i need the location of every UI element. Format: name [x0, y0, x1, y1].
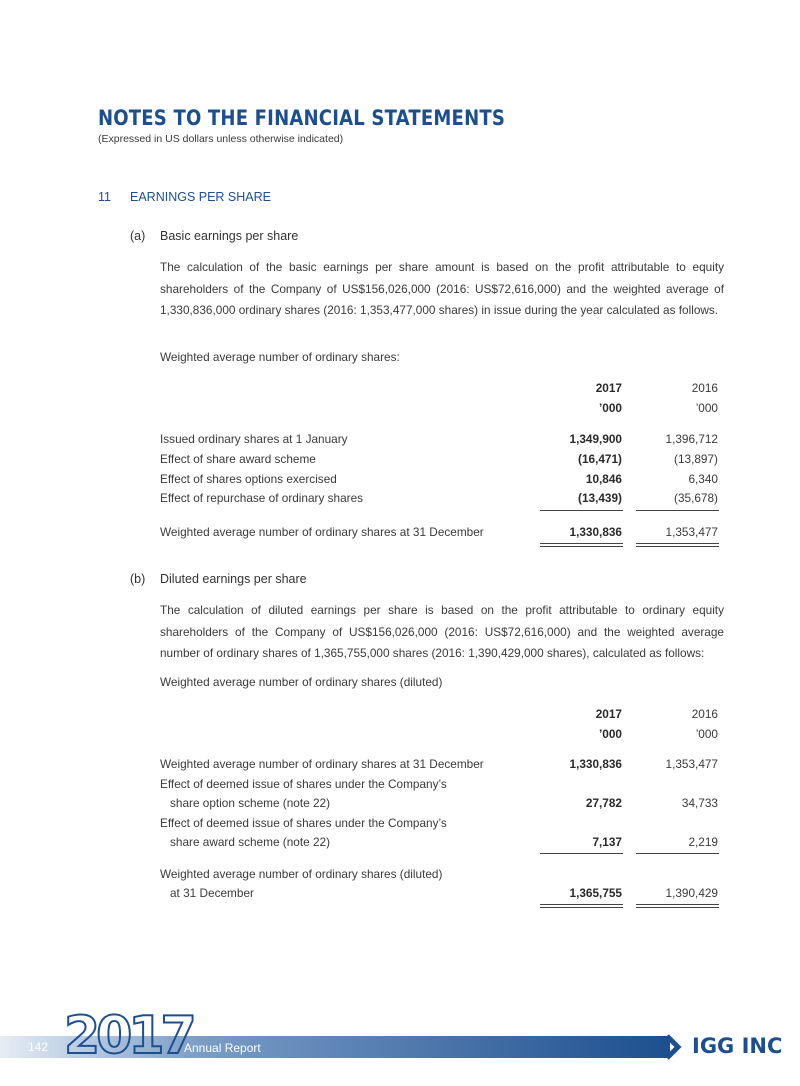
row-label: Effect of deemed issue of shares under the Company’s	[160, 777, 447, 791]
row-label: Effect of repurchase of ordinary shares	[160, 491, 364, 505]
row-label: Effect of shares options exercised	[160, 472, 337, 486]
total-label: at 31 December	[170, 886, 254, 900]
row-value-2017: 1,349,900	[569, 432, 622, 446]
row-value-2017: (13,439)	[578, 491, 622, 505]
table-total-row	[160, 525, 724, 543]
footer-annual-report: Annual Report	[184, 1041, 261, 1055]
total-label-line1: Weighted average number of ordinary shares (diluted)	[160, 867, 443, 881]
section-b-paragraph: The calculation of diluted earnings per share is based on the profit attributable to ordinary equity shareholders of the Company of US$156,026,000 (2016: US$72,616,000) and the weighted average number of ordinary shares of 1,365,755,000 shares (2016: 1,390,429,000 shares), calculated as follows:	[160, 603, 724, 660]
table-row	[160, 796, 724, 814]
table-total-row	[160, 886, 724, 904]
row-label: share award scheme (note 22)	[170, 835, 330, 849]
total-value-2016: 1,390,429	[665, 886, 718, 900]
row-value-2016: 2,219	[688, 835, 718, 849]
row-value-2017: (16,471)	[578, 452, 622, 466]
section-b-title: Diluted earnings per share	[160, 572, 307, 586]
row-label: Effect of share award scheme	[160, 452, 316, 466]
footer-year: 2017	[64, 1006, 193, 1066]
table-row	[160, 777, 724, 795]
table-b-col-2016: 2016	[691, 707, 718, 721]
table-b-unit-2017: ’000	[599, 727, 622, 741]
page-number: 142	[28, 1040, 49, 1054]
row-value-2016: 6,340	[688, 472, 718, 486]
table-row	[160, 757, 724, 775]
section-a-label: (a)	[130, 229, 146, 243]
section-a-title: Basic earnings per share	[160, 229, 299, 243]
row-label: Effect of deemed issue of shares under the Company’s	[160, 816, 447, 830]
total-label: Weighted average number of ordinary shares at 31 December	[160, 525, 484, 539]
table-row	[160, 816, 724, 834]
table-row	[160, 432, 724, 450]
total-value-2017: 1,330,836	[569, 525, 622, 539]
row-value-2016: (35,678)	[674, 491, 718, 505]
row-label: share option scheme (note 22)	[170, 796, 331, 810]
chevron-right-icon	[664, 1034, 686, 1060]
row-value-2016: 34,733	[681, 796, 718, 810]
table-row	[160, 867, 724, 885]
section-b-table-title: Weighted average number of ordinary shares (diluted)	[160, 675, 443, 689]
section-a-table-title: Weighted average number of ordinary shares:	[160, 350, 400, 364]
total-value-2017: 1,365,755	[569, 886, 622, 900]
table-a-unit-2016: ’000	[695, 401, 718, 415]
row-value-2017: 1,330,836	[569, 757, 622, 771]
row-value-2017: 7,137	[592, 835, 622, 849]
table-row	[160, 835, 724, 853]
table-b-col-2017: 2017	[595, 707, 622, 721]
note-number: 11	[98, 190, 111, 204]
row-value-2016: (13,897)	[674, 452, 718, 466]
row-value-2017: 10,846	[585, 472, 622, 486]
total-double-rule-2017	[540, 543, 623, 547]
section-b-label: (b)	[130, 572, 146, 586]
row-value-2016: 1,353,477	[665, 757, 718, 771]
table-row	[160, 472, 724, 490]
total-double-rule-2017	[540, 904, 623, 908]
page-title: NOTES TO THE FINANCIAL STATEMENTS	[98, 106, 506, 130]
row-label: Issued ordinary shares at 1 January	[160, 432, 348, 446]
total-value-2016: 1,353,477	[665, 525, 718, 539]
row-value-2016: 1,396,712	[665, 432, 718, 446]
table-b-unit-2016: ’000	[695, 727, 718, 741]
section-a-paragraph: The calculation of the basic earnings per share amount is based on the profit attributable to equity shareholders of the Company of US$156,026,000 (2016: US$72,616,000) and the weighted average of 1,330,836,000 ordinary shares (2016: 1,353,477,000 shares) in issue during the year calculated as follows.	[160, 260, 724, 317]
subtotal-rule-2016	[636, 853, 719, 854]
table-row	[160, 491, 724, 509]
row-label: Weighted average number of ordinary shares at 31 December	[160, 757, 484, 771]
note-title: EARNINGS PER SHARE	[130, 190, 272, 204]
subtotal-rule-2017	[540, 853, 623, 854]
page-subtitle: (Expressed in US dollars unless otherwise indicated)	[98, 133, 344, 145]
table-a-unit-2017: ’000	[599, 401, 622, 415]
total-double-rule-2016	[636, 904, 719, 908]
total-double-rule-2016	[636, 543, 719, 547]
table-row	[160, 452, 724, 470]
subtotal-rule-2017	[540, 510, 623, 511]
brand-logo: IGG INC	[692, 1034, 783, 1058]
row-value-2017: 27,782	[585, 796, 622, 810]
subtotal-rule-2016	[636, 510, 719, 511]
table-a-col-2016: 2016	[691, 381, 718, 395]
table-a-col-2017: 2017	[595, 381, 622, 395]
